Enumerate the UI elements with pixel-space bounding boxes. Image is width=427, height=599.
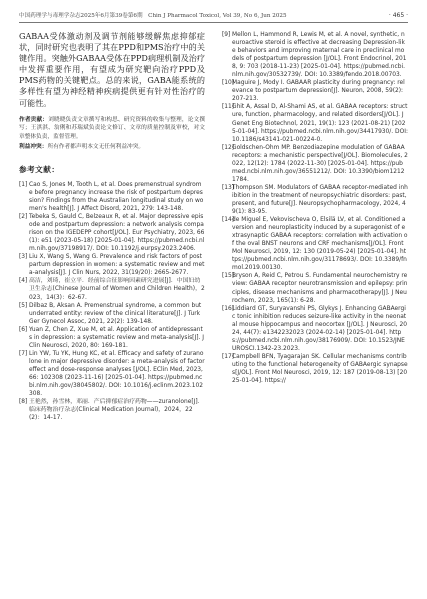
reference-number: [1] bbox=[19, 181, 28, 188]
reference-text: Lin YW, Tu YK, Hung KC, et al. Efficacy and safety of zuranolone in major depressive disorder: a meta-analysis of factor effect and dose-response analyses [J/OL]. EClin Med, 2023, 66: 102308 (2023-11-16) [2025-01-04]. https://pubmed.ncbi.nlm.nih.gov/38045802/. DOI: 10.1016/j.eclinm.2023.102308. bbox=[29, 350, 205, 398]
left-column bbox=[19, 31, 205, 422]
reference-number: [6] bbox=[19, 326, 28, 333]
reference-text: Liu X, Wang S, Wang G. Prevalence and risk factors of postpartum depression in women: a systematic review and meta-analysis[J]. J Clin Nurs, 2022, 31(19/20): 2665-2677. bbox=[29, 254, 205, 277]
reference-text: 王艳然，孙雪林，邓丽．产后抑郁症治疗药物——zuranolone[J]．临床药物治疗杂志(Clinical Medication Journal)，2024，22(2)：14-17. bbox=[29, 399, 204, 422]
reference-item bbox=[19, 398, 205, 422]
reference-text: Bryson A, Reid C, Petrou S. Fundamental neurochemistry review: GABAA receptor neurotransmission and epilepsy: principles, disease mechanisms and pharmacotherapy[J]. J Neurochem, 2023, 165(1): 6-28. bbox=[232, 273, 408, 304]
reference-number: [13] bbox=[222, 184, 235, 191]
reference-item bbox=[19, 253, 205, 277]
reference-text: Liddiard GT, Suryavanshi PS, Glykys J. Enhancing GABAergic tonic inhibition reduces seizure-like activity in the neonatal mouse hippocampus and neocortex [J/OL]. J Neurosci, 2024, 44(7): e1342232023 (2024-02-14) [2025-01-04]. https://pubmed.ncbi.nlm.nih.gov/38176909/. DOI: 10.1523/JNEUROSCI.1342-23.2023. bbox=[232, 305, 408, 352]
reference-number: [17] bbox=[222, 353, 235, 360]
reference-number: [14] bbox=[222, 217, 235, 224]
reference-item bbox=[222, 353, 408, 385]
reference-number: [3] bbox=[19, 254, 28, 261]
author-contribution bbox=[19, 116, 205, 142]
reference-item bbox=[222, 216, 408, 272]
conflict-label: 利益冲突： bbox=[19, 144, 48, 151]
reference-item bbox=[19, 302, 205, 326]
reference-list-right bbox=[222, 31, 408, 385]
reference-text: Mellon L, Hammond R, Lewis M, et al. A novel, synthetic, neuroactive steroid is effective at decreasing Depression-like behaviors and improving maternal care in preclinical models of postpartum depression [J/OL]. Front Endocrinol, 2018, 9: 703 (2018-11-23) [2025-01-04]. https://pubmed.ncbi.nlm.nih.gov/30532739/. DOI: 10.3389/fendo.2018.00703. bbox=[232, 32, 407, 79]
reference-number: [11] bbox=[222, 104, 235, 111]
right-column bbox=[222, 31, 408, 385]
reference-text: Thompson SM. Modulators of GABAA receptor-mediated inhibition in the treatment of neuropsychiatric disorders: past, present, and future[J]. Neuropsychopharmacology, 2024, 49(1): 83-95. bbox=[232, 184, 408, 216]
reference-item bbox=[222, 272, 408, 304]
reference-item bbox=[19, 350, 205, 398]
reference-text: Yuan Z, Chen Z, Xue M, et al. Application of antidepressants in depression: a systematic review and meta-analysis[J]. J Clin Neurosci, 2020, 80: 169-181. bbox=[29, 326, 204, 349]
reference-text: Tebeka S, Gauld C, Belzeaux R, et al. Major depressive episode and postpartum depression: a network analysis comparison on the IGEDEPP cohort[J/OL]. Eur Psychiatry, 2023, 66(1): e51 (2023-05-18) [2025-01-04]. https://pubmed.ncbi.nlm.nih.gov/37198917/. DOI: 10.1192/j.eurpsy.2023.2406. bbox=[29, 214, 205, 253]
reference-item bbox=[19, 181, 205, 213]
reference-text: Dilbaz B, Aksan A. Premenstrual syndrome, a common but underrated entity: review of the clinical literature[J]. J Turk Ger Gynecol Assoc, 2021, 22(2): 139-148. bbox=[29, 302, 202, 325]
conflict-of-interest bbox=[19, 143, 205, 152]
reference-item bbox=[19, 326, 205, 350]
journal-citation-line: 中国药理学与毒理学杂志2025年6月第39卷第6期 Chin J Pharmacol Toxicol, Vol 39, No 6, Jun 2025 bbox=[19, 13, 287, 19]
contribution-text: 刘晓晓负责文章撰写和构思、研究资料的收集与整理，论文撰写；王淇淇、翁俐和苏瑞斌负责论文修订、文章的质量控制及审校，对文章整体负责，监督管理。 bbox=[19, 116, 206, 141]
reference-number: [8] bbox=[19, 399, 28, 406]
reference-number: [15] bbox=[222, 273, 235, 280]
reference-number: [10] bbox=[222, 80, 235, 87]
reference-number: [12] bbox=[222, 144, 235, 151]
reference-item bbox=[19, 213, 205, 253]
reference-text: Cao S, Jones M, Tooth L, et al. Does premenstrual syndrome before pregnancy increase the risk of postpartum depression? Findings from the Australian longitudinal study on women's health[J]. J Affect Disord, 2021, 279: 143-148. bbox=[29, 181, 204, 212]
reference-item bbox=[222, 184, 408, 216]
reference-item bbox=[222, 144, 408, 184]
page-number: · 465 · bbox=[388, 11, 408, 19]
running-header bbox=[19, 8, 408, 22]
references-heading: 参考文献： bbox=[19, 164, 60, 174]
reference-number: [5] bbox=[19, 302, 28, 309]
conclusion-paragraph bbox=[19, 31, 205, 109]
reference-item bbox=[222, 103, 408, 143]
reference-item bbox=[19, 277, 205, 301]
reference-item bbox=[222, 31, 408, 79]
header-rule bbox=[19, 22, 408, 23]
reference-text: Goldschen-Ohm MP. Benzodiazepine modulation of GABAA receptors: a mechanistic perspective[J/OL]. Biomolecules, 2022, 12(12): 1784 (2022-11-30) [2025-01-04]. https://pubmed.ncbi.nlm.nih.gov/36551212/. DOI: 10.3390/biom12121784. bbox=[232, 144, 408, 183]
reference-number: [7] bbox=[19, 350, 28, 357]
body-paragraph: GABAA受体激动剂及调节剂能够缓解焦虑抑郁症状，同时研究也表明了其在PPD和PMS治疗中的关键作用。突触外GABAA受体在PPD病理机制及治疗中发挥重要作用，有望成为研究靶向治疗PPD及PMS药物的关键靶点。总的来说，GABA能系统的多样性有望为神经精神疾病提供更有针对性治疗的可能性。 bbox=[19, 31, 205, 108]
reference-item bbox=[222, 79, 408, 103]
reference-text: Ghit A, Assal D, Al-Shami AS, et al. GABAA receptors: structure, function, pharmacology, and related disorders[J/OL]. J Genet Eng Biotechnol, 2021, 19(1): 123 (2021-08-21) [2025-01-04]. https://pubmed.ncbi.nlm.nih.gov/34417930/. DOI: 10.1186/s43141-021-00224-0. bbox=[232, 104, 408, 143]
reference-text: Campbell BFN, Tyagarajan SK. Cellular mechanisms contributing to the functional heterogeneity of GABAergic synapses[J/OL]. Front Mol Neurosci, 2019, 12: 187 (2019-08-13) [2025-01-04]. https:// bbox=[232, 353, 408, 385]
reference-number: [9] bbox=[222, 32, 231, 38]
conflict-text: 所有作者都声明本文无任何利益冲突。 bbox=[47, 144, 145, 151]
reference-number: [16] bbox=[222, 305, 235, 312]
contribution-label: 作者贡献： bbox=[19, 116, 49, 123]
reference-number: [2] bbox=[19, 214, 28, 221]
reference-list-left bbox=[19, 181, 205, 422]
reference-number: [4] bbox=[19, 278, 28, 285]
reference-text: Maguire J, Mody I. GABAAR plasticity during pregnancy: relevance to postpartum depression[J]. Neuron, 2008, 59(2): 207-213. bbox=[232, 80, 405, 103]
reference-item bbox=[222, 305, 408, 353]
reference-text: de Miguel E, Vekovischeva O, Elsilä LV, et al. Conditioned aversion and neuroplasticity induced by a superagonist of extrasynaptic GABAA receptors: correlation with activation of the oval BNST neurons and CRF mechanisms[J/OL]. Front Mol Neurosci, 2019, 12: 130 (2019-05-24) [2025-01-04]. https://pubmed.ncbi.nlm.nih.gov/31178693/. DOI: 10.3389/fnmol.2019.00130. bbox=[232, 217, 408, 272]
reference-text: 高洁，刘琦，崔立平．经前综合征影响因素研究进展[J]．中国妇幼卫生杂志(Chinese Journal of Women and Children Health)，2023，14(3)：62-67. bbox=[29, 278, 205, 301]
